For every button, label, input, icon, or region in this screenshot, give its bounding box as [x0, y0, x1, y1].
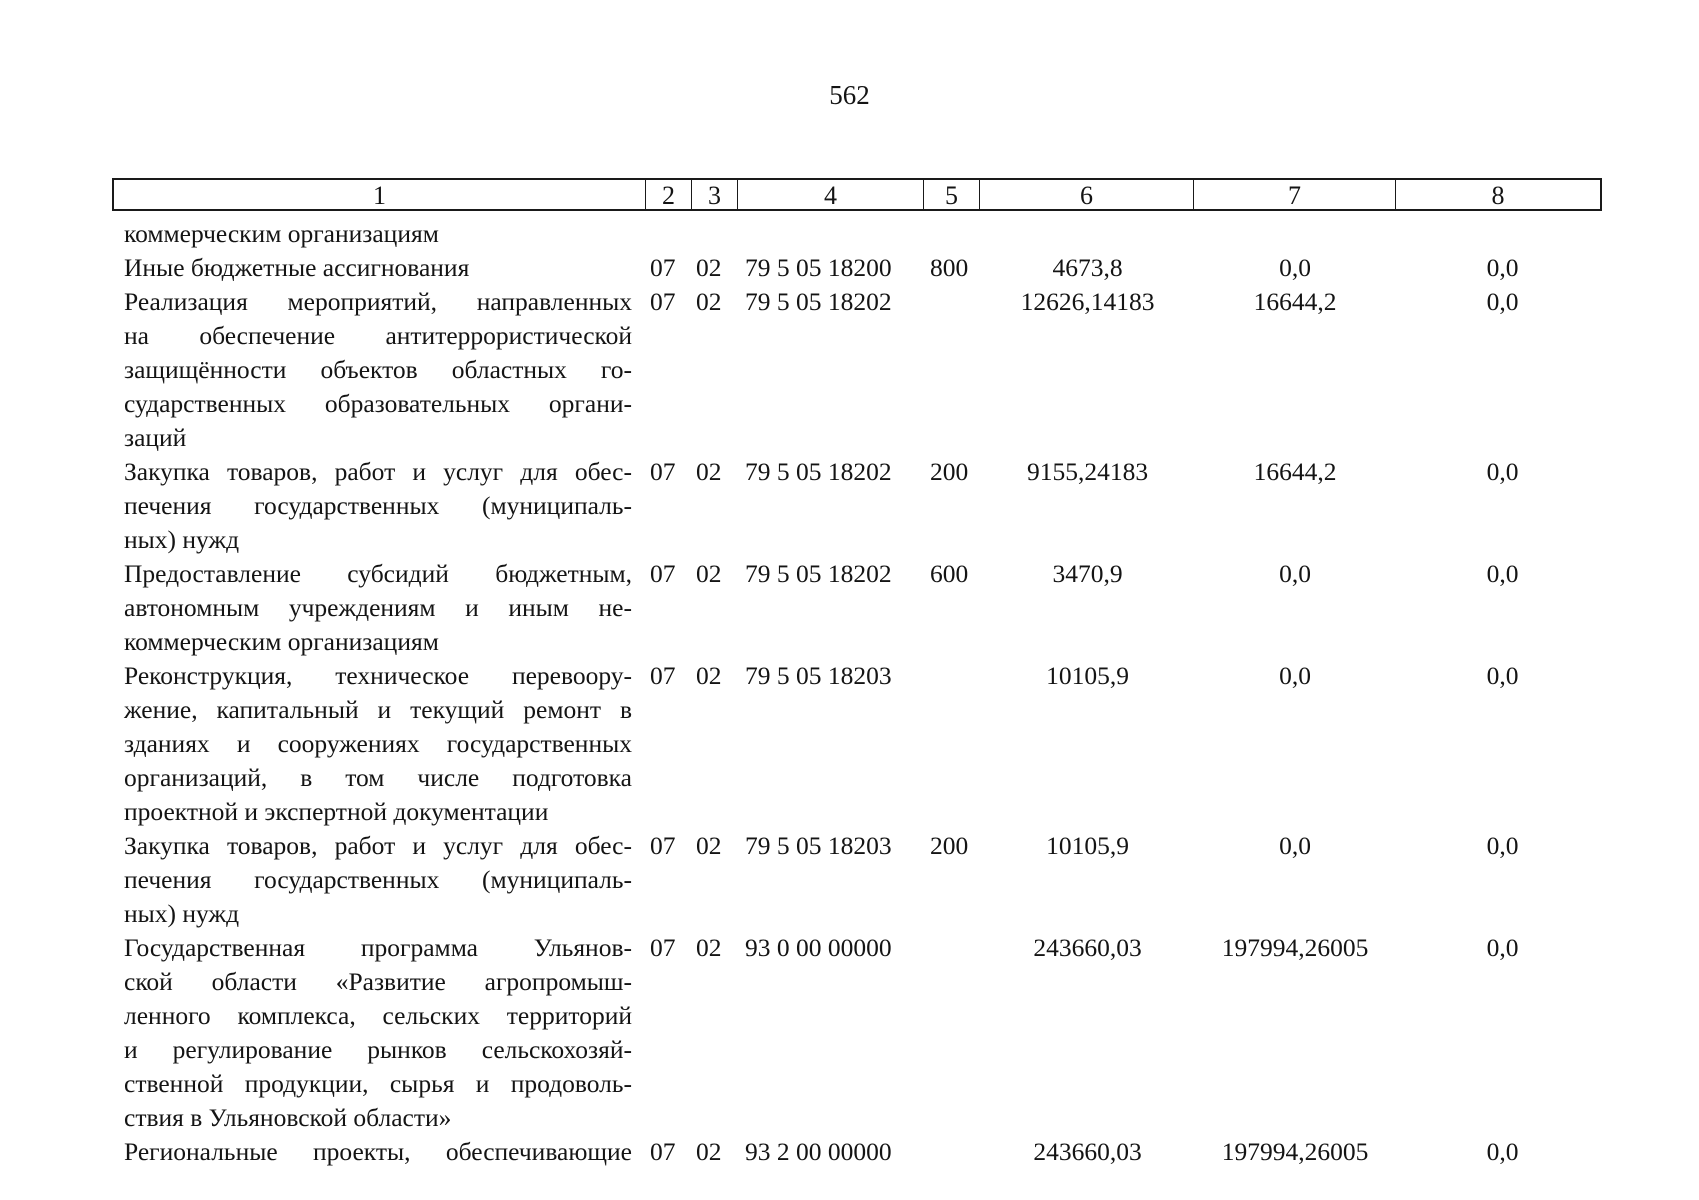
header-col-8: 8 — [1491, 181, 1505, 210]
table-body — [0, 217, 1699, 1169]
target-article-code: 93 2 00 00000 — [745, 1137, 892, 1166]
table-row — [0, 217, 1699, 251]
section-code: 07 — [650, 661, 676, 690]
subsection-code: 02 — [696, 661, 722, 690]
table-row — [0, 659, 1699, 829]
section-code: 07 — [650, 559, 676, 588]
target-article-code: 79 5 05 18200 — [745, 253, 892, 282]
table-header — [112, 178, 1602, 211]
header-col-3: 3 — [692, 180, 738, 209]
amount-col-8: 0,0 — [1486, 559, 1519, 588]
description-line: ствия в Ульяновской области» — [124, 1103, 452, 1132]
target-article-code: 79 5 05 18203 — [745, 831, 892, 860]
amount-col-7: 16644,2 — [1253, 287, 1337, 316]
description-line: и регулирование рынков сельскохозяй- — [124, 1035, 632, 1064]
amount-col-7: 0,0 — [1279, 661, 1311, 690]
amount-col-8: 0,0 — [1486, 253, 1519, 282]
amount-col-6: 10105,9 — [1046, 831, 1129, 860]
amount-col-7: 0,0 — [1279, 831, 1311, 860]
expense-type-code: 600 — [930, 559, 969, 588]
row-description — [124, 557, 632, 659]
amount-col-8: 0,0 — [1486, 831, 1519, 860]
row-description — [124, 455, 632, 557]
row-description — [124, 659, 632, 829]
expense-type-code: 800 — [930, 253, 969, 282]
row-description — [124, 1135, 632, 1169]
expense-type-code: 200 — [930, 457, 969, 486]
table-row — [0, 285, 1699, 455]
amount-col-6: 243660,03 — [1033, 933, 1142, 962]
target-article-code: 79 5 05 18203 — [745, 661, 892, 690]
amount-col-7: 197994,26005 — [1221, 1137, 1369, 1166]
header-col-1: 1 — [114, 180, 646, 209]
subsection-code: 02 — [696, 933, 722, 962]
description-line: ных) нужд — [124, 899, 240, 928]
row-description — [124, 217, 632, 251]
description-line: коммерческим организациям — [124, 627, 439, 656]
description-line: заций — [124, 423, 187, 452]
header-col-5: 5 — [924, 180, 980, 209]
description-line: сударственных образовательных органи- — [124, 389, 632, 418]
description-line: автономным учреждениям и иным не- — [124, 593, 632, 622]
amount-col-8: 0,0 — [1486, 287, 1519, 316]
description-line: Региональные проекты, обеспечивающие — [124, 1137, 632, 1166]
page-number: 562 — [829, 80, 870, 110]
table-row — [0, 455, 1699, 557]
amount-col-6: 9155,24183 — [1026, 457, 1149, 486]
description-line: Закупка товаров, работ и услуг для обес- — [124, 831, 632, 860]
description-line: печения государственных (муниципаль- — [124, 491, 632, 520]
amount-col-6: 4673,8 — [1052, 253, 1123, 282]
amount-col-6: 10105,9 — [1046, 661, 1129, 690]
description-line: организаций, в том числе подготовка — [124, 763, 632, 792]
description-line: ской области «Развитие агропромыш- — [124, 967, 632, 996]
subsection-code: 02 — [696, 457, 722, 486]
target-article-code: 79 5 05 18202 — [745, 457, 892, 486]
amount-col-8: 0,0 — [1486, 661, 1519, 690]
amount-col-7: 0,0 — [1279, 559, 1311, 588]
section-code: 07 — [650, 831, 676, 860]
description-line: Государственная программа Ульянов- — [124, 933, 632, 962]
description-line: Предоставление субсидий бюджетным, — [124, 559, 632, 588]
table-row — [0, 829, 1699, 931]
subsection-code: 02 — [696, 253, 722, 282]
amount-col-7: 16644,2 — [1253, 457, 1337, 486]
table-row — [0, 1135, 1699, 1169]
section-code: 07 — [650, 457, 676, 486]
amount-col-8: 0,0 — [1486, 457, 1519, 486]
description-line: Реконструкция, техническое перевоору- — [124, 661, 632, 690]
description-line: ных) нужд — [124, 525, 240, 554]
target-article-code: 93 0 00 00000 — [745, 933, 892, 962]
row-description — [124, 285, 632, 455]
header-col-7: 7 — [1194, 180, 1396, 209]
description-line: защищённости объектов областных го- — [124, 355, 632, 384]
amount-col-6: 12626,14183 — [1020, 287, 1155, 316]
description-line: на обеспечение антитеррористической — [124, 321, 632, 350]
section-code: 07 — [650, 933, 676, 962]
target-article-code: 79 5 05 18202 — [745, 287, 892, 316]
target-article-code: 79 5 05 18202 — [745, 559, 892, 588]
subsection-code: 02 — [696, 559, 722, 588]
description-line: ственной продукции, сырья и продоволь- — [124, 1069, 632, 1098]
description-line: проектной и экспертной документации — [124, 797, 549, 826]
description-line: Иные бюджетные ассигнования — [124, 253, 470, 282]
amount-col-7: 197994,26005 — [1221, 933, 1369, 962]
subsection-code: 02 — [696, 831, 722, 860]
description-line: зданиях и сооружениях государственных — [124, 729, 632, 758]
row-description — [124, 931, 632, 1135]
section-code: 07 — [650, 287, 676, 316]
description-line: Реализация мероприятий, направленных — [124, 287, 632, 316]
table-row — [0, 251, 1699, 285]
row-description — [124, 829, 632, 931]
description-line: ленного комплекса, сельских территорий — [124, 1001, 632, 1030]
description-line: коммерческим организациям — [124, 219, 439, 248]
amount-col-6: 3470,9 — [1052, 559, 1123, 588]
description-line: Закупка товаров, работ и услуг для обес- — [124, 457, 632, 486]
amount-col-7: 0,0 — [1279, 253, 1311, 282]
description-line: жение, капитальный и текущий ремонт в — [124, 695, 632, 724]
amount-col-6: 243660,03 — [1033, 1137, 1142, 1166]
description-line: печения государственных (муниципаль- — [124, 865, 632, 894]
amount-col-8: 0,0 — [1486, 933, 1519, 962]
header-col-2: 2 — [646, 180, 692, 209]
section-code: 07 — [650, 1137, 676, 1166]
subsection-code: 02 — [696, 287, 722, 316]
row-description — [124, 251, 632, 285]
header-col-4: 4 — [738, 180, 924, 209]
section-code: 07 — [650, 253, 676, 282]
expense-type-code: 200 — [930, 831, 969, 860]
header-col-6: 6 — [980, 180, 1194, 209]
table-row — [0, 931, 1699, 1135]
subsection-code: 02 — [696, 1137, 722, 1166]
table-row — [0, 557, 1699, 659]
amount-col-8: 0,0 — [1486, 1137, 1519, 1166]
